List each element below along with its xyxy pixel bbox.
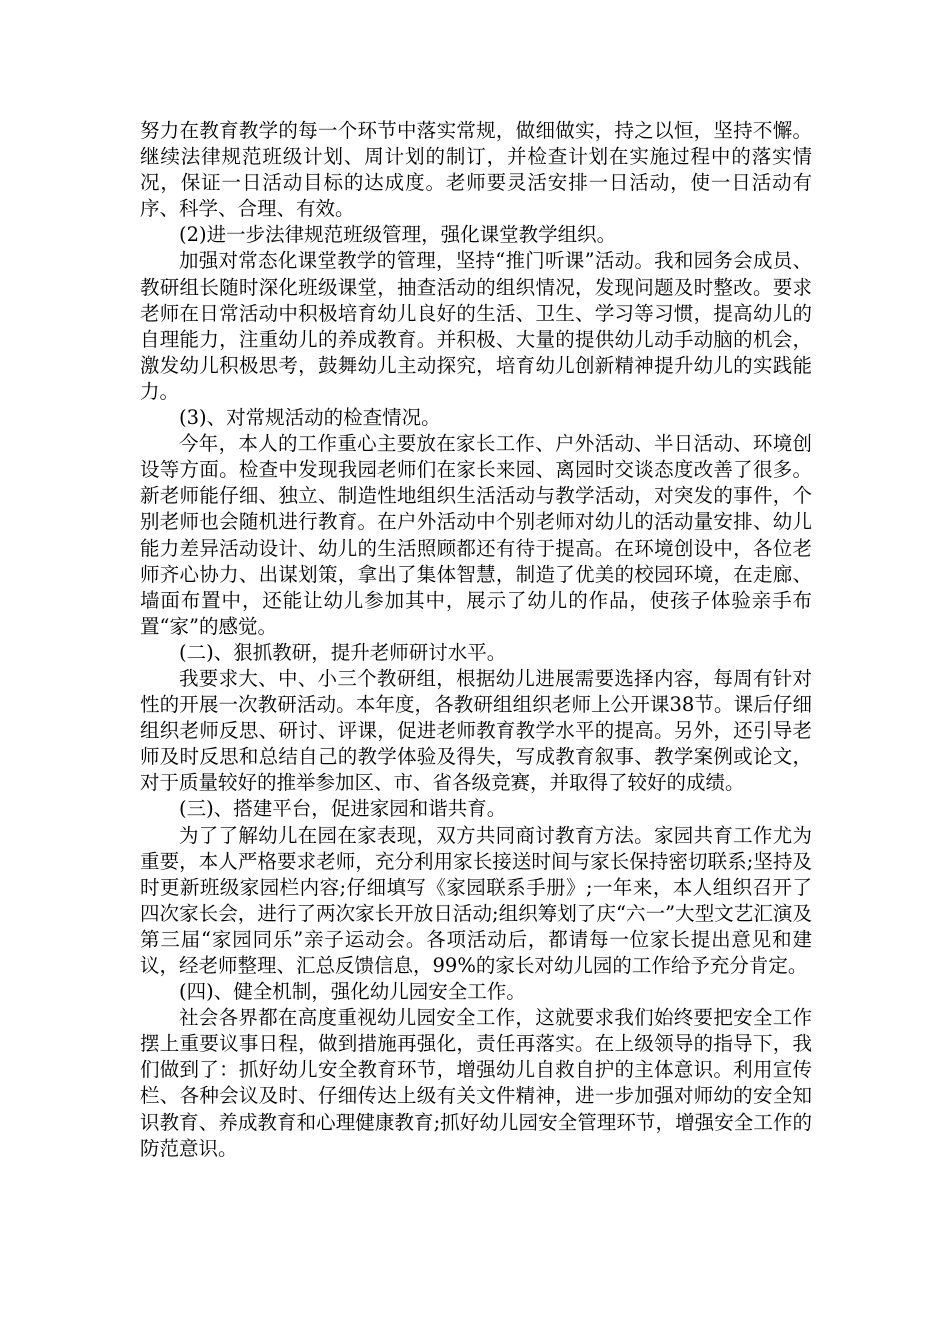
heading-home-school: (三)、搭建平台，促进家园和谐共育。	[179, 797, 507, 821]
heading-class-management: (2)进一步法律规范班级管理，强化课堂教学组织。	[179, 223, 617, 247]
heading-safety-work: (四)、健全机制，强化幼儿园安全工作。	[179, 980, 526, 1004]
paragraph-routine-implementation: 努力在教育教学的每一个环节中落实常规，做细做实，持之以恒，坚持不懈。继续法律规范班级计划、周计划的制订，并检查计划在实施过程中的落实情况，保证一日活动目标的达成度。老师要灵活安排一日活动，使一日活动有序、科学、合理、有效。	[140, 119, 812, 221]
heading-teaching-research: (二)、狠抓教研，提升老师研讨水平。	[179, 640, 507, 664]
paragraph-parent-cooperation: 为了了解幼儿在园在家表现，双方共同商讨教育方法。家园共育工作尤为重要，本人严格要求老师，充分利用家长接送时间与家长保持密切联系;坚持及时更新班级家园栏内容;仔细填写《家园联系手册》;一年来，本人组织召开了四次家长会，进行了两次家长开放日活动;组织筹划了庆“六一”大型文艺汇演及第三届“家园同乐”亲子运动会。各项活动后，都请每一位家长提出意见和建议，经老师整理、汇总反馈信息，99%的家长对幼儿园的工作给予充分肯定。	[140, 823, 812, 977]
paragraph-inspection-findings: 今年，本人的工作重心主要放在家长工作、户外活动、半日活动、环境创设等方面。检查中发现我园老师们在家长来园、离园时交谈态度改善了很多。新老师能仔细、独立、制造性地组织生活活动与教学活动，对突发的事件，个别老师也会随机进行教育。在户外活动中个别老师对幼儿的活动量安排、幼儿能力差异活动设计、幼儿的生活照顾都还有待于提高。在环境创设中，各位老师齐心协力、出谋划策，拿出了集体智慧，制造了优美的校园环境，在走廊、墙面布置中，还能让幼儿参加其中，展示了幼儿的作品，使孩子体验亲手布置“家”的感觉。	[140, 432, 812, 638]
paragraph-research-groups: 我要求大、中、小三个教研组，根据幼儿进展需要选择内容，每周有针对性的开展一次教研活动。本年度，各教研组组织老师上公开课38节。课后仔细组织老师反思、研讨、评课，促进老师教育教学水平的提高。另外，还引导老师及时反思和总结自己的教学体验及得失，写成教育叙事、教学案例或论文，对于质量较好的推举参加区、市、省各级竞赛，并取得了较好的成绩。	[140, 666, 812, 795]
heading-routine-inspection: (3)、对常规活动的检查情况。	[179, 406, 441, 430]
paragraph-classroom-teaching: 加强对常态化课堂教学的管理，坚持“推门听课”活动。我和园务会成员、教研组长随时深化班级课堂，抽查活动的组织情况，发现问题及时整改。要求老师在日常活动中积极培育幼儿良好的生活、卫生、学习等习惯，提高幼儿的自理能力，注重幼儿的养成教育。并积极、大量的提供幼儿动手动脑的机会，激发幼儿积极思考，鼓舞幼儿主动探究，培育幼儿创新精神提升幼儿的实践能力。	[140, 249, 812, 403]
paragraph-safety-measures: 社会各界都在高度重视幼儿园安全工作，这就要求我们始终要把安全工作摆上重要议事日程，做到措施再强化，责任再落实。在上级领导的指导下，我们做到了：抓好幼儿安全教育环节，增强幼儿自救自护的主体意识。利用宣传栏、各种会议及时、仔细传达上级有关文件精神，进一步加强对师幼的安全知识教育、养成教育和心理健康教育;抓好幼儿园安全管理环节，增强安全工作的防范意识。	[140, 1006, 812, 1160]
document-body	[140, 118, 812, 1162]
